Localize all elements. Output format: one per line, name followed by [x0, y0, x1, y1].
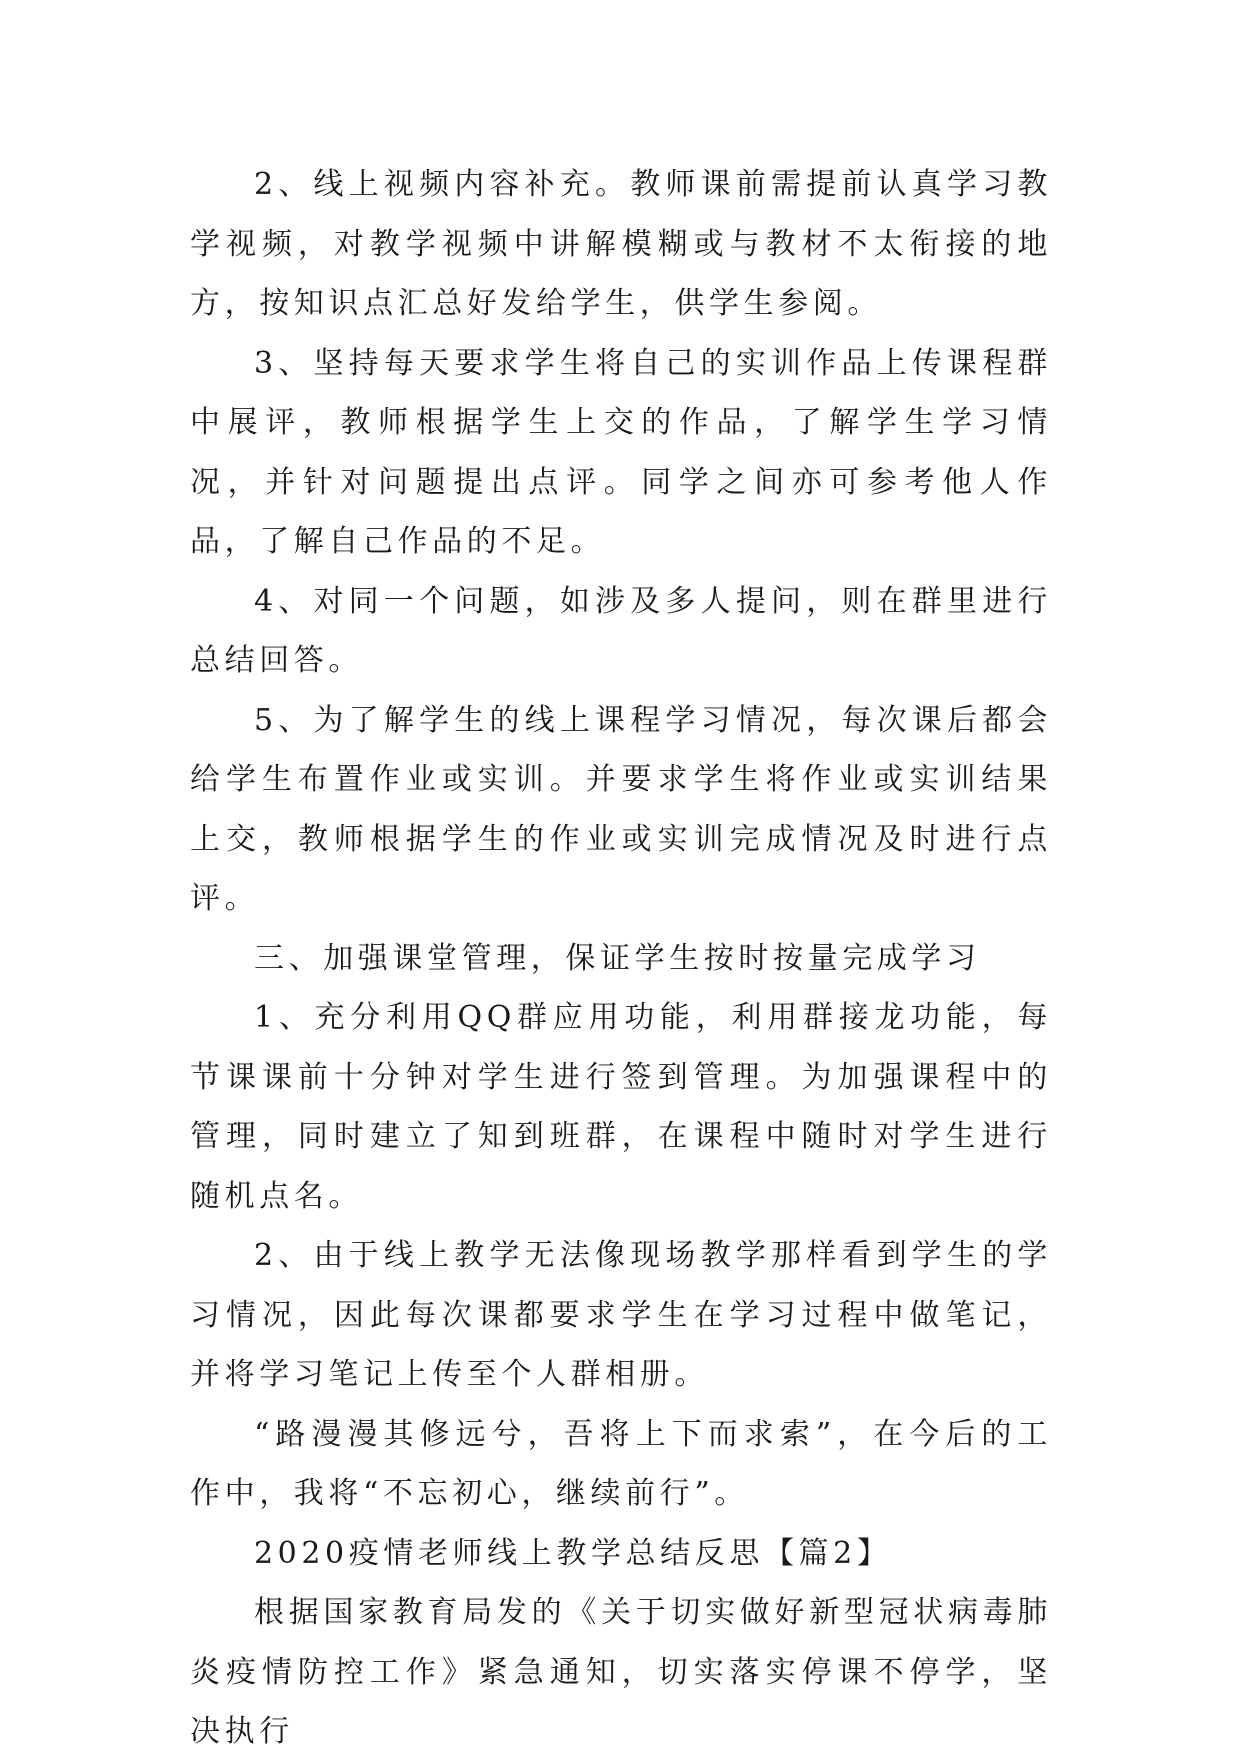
paragraph-group-answers: 4、对同一个问题，如涉及多人提问，则在群里进行总结回答。	[190, 583, 1052, 678]
paragraph-homework-review: 5、为了解学生的线上课程学习情况，每次课后都会给学生布置作业或实训。并要求学生将作业或实训结果上交，教师根据学生的作业或实训完成情况及时进行点评。	[190, 702, 1052, 916]
article-title-part-2: 2020疫情老师线上教学总结反思【篇2】	[254, 1535, 892, 1571]
paragraph-video-supplement: 2、线上视频内容补充。教师课前需提前认真学习教学视频，对教学视频中讲解模糊或与教材不太衔接的地方，按知识点汇总好发给学生，供学生参阅。	[190, 167, 1052, 321]
paragraph-qq-checkin: 1、充分利用QQ群应用功能，利用群接龙功能，每节课课前十分钟对学生进行签到管理。为加强课程中的管理，同时建立了知到班群，在课程中随时对学生进行随机点名。	[190, 1000, 1052, 1214]
paragraph-daily-showcase: 3、坚持每天要求学生将自己的实训作品上传课程群中展评，教师根据学生上交的作品，了解学生学习情况，并针对问题提出点评。同学之间亦可参考他人作品，了解自己作品的不足。	[190, 345, 1052, 559]
paragraph-note-taking: 2、由于线上教学无法像现场教学那样看到学生的学习情况，因此每次课都要求学生在学习过程中做笔记，并将学习笔记上传至个人群相册。	[190, 1238, 1052, 1392]
section-heading-classroom-management: 三、加强课堂管理，保证学生按时按量完成学习	[254, 940, 981, 976]
paragraph-notice-intro: 根据国家教育局发的《关于切实做好新型冠状病毒肺炎疫情防控工作》紧急通知，切实落实停课不停学，坚决执行	[190, 1595, 1052, 1749]
document-body	[190, 155, 1052, 1762]
paragraph-closing-quote: “路漫漫其修远兮，吾将上下而求索”，在今后的工作中，我将“不忘初心，继续前行”。	[190, 1416, 1052, 1511]
